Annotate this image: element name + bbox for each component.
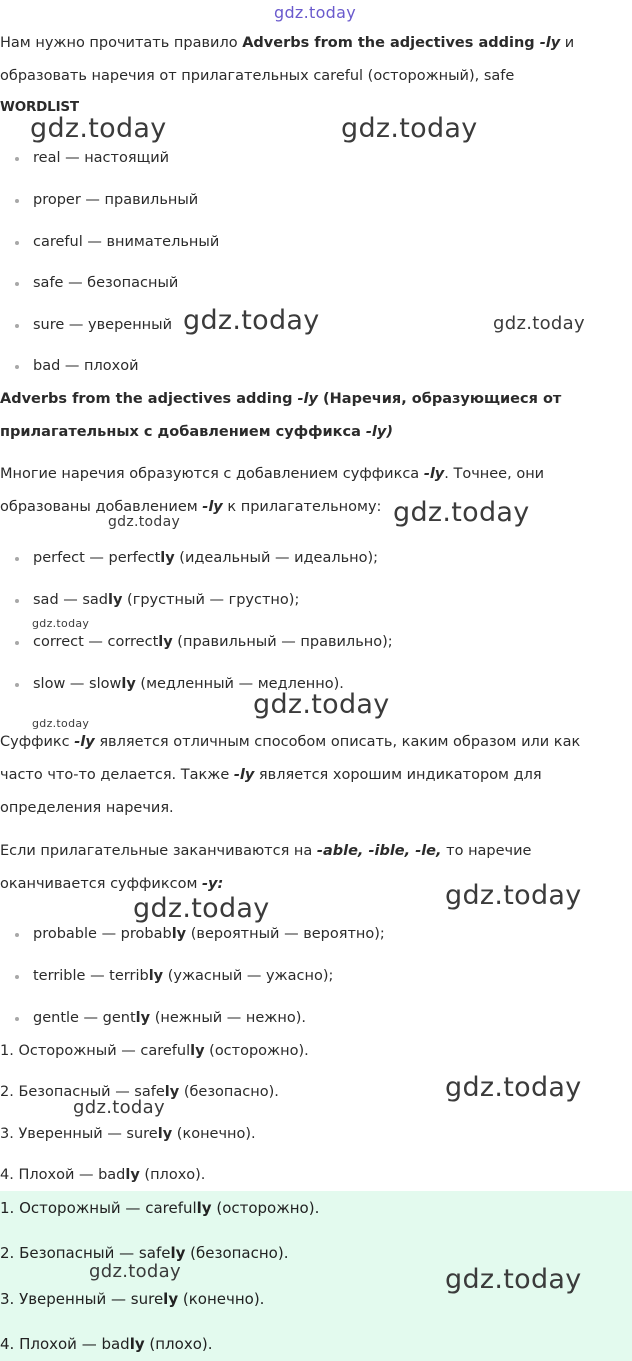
- answer-line: 3. Уверенный — surely (конечно).: [0, 1290, 265, 1308]
- bullet-icon: [15, 933, 19, 937]
- watermark: gdz.today: [73, 1097, 165, 1118]
- bullet-icon: [15, 199, 19, 203]
- bullet-icon: [15, 557, 19, 561]
- watermark: gdz.today: [133, 893, 270, 924]
- bullet-icon: [15, 683, 19, 687]
- watermark: gdz.today: [32, 717, 90, 730]
- suffix-paragraph-1: Суффикс -ly является отличным способом описать, каким образом или как: [0, 734, 581, 750]
- bullet-icon: [15, 241, 19, 245]
- bullet-icon: [15, 975, 19, 979]
- suffix-paragraph-2: часто что-то делается. Также -ly является хорошим индикатором для: [0, 767, 542, 783]
- rule-heading-2: прилагательных с добавлением суффикса -ly): [0, 424, 393, 440]
- answer-line: 4. Плохой — badly (плохо).: [0, 1335, 213, 1353]
- watermark: gdz.today: [341, 113, 478, 144]
- bullet-icon: [15, 324, 19, 328]
- rule-paragraph-1: Многие наречия образуются с добавлением суффикса -ly. Точнее, они: [0, 466, 545, 482]
- watermark: gdz.today: [393, 497, 530, 528]
- bullet-icon: [15, 1017, 19, 1021]
- ending-paragraph-1: Если прилагательные заканчиваются на -able, -ible, -le, то наречие: [0, 843, 532, 859]
- watermark: gdz.today: [183, 305, 320, 336]
- solution-line: 2. Безопасный — safely (безопасно).: [0, 1084, 279, 1100]
- bullet-icon: [15, 365, 19, 369]
- watermark: gdz.today: [445, 880, 582, 911]
- watermark: gdz.today: [108, 514, 181, 530]
- watermark: gdz.today: [253, 689, 390, 720]
- rule-paragraph-2: образованы добавлением -ly к прилагательному:: [0, 499, 382, 515]
- rule-heading-1: Adverbs from the adjectives adding -ly (Наречия, образующиеся от: [0, 391, 562, 407]
- watermark: gdz.today: [445, 1264, 582, 1295]
- bullet-icon: [15, 157, 19, 161]
- solution-line: 3. Уверенный — surely (конечно).: [0, 1126, 256, 1142]
- page: gdz.today Нам нужно прочитать правило Adverbs from the adjectives adding -ly и образовать наречия от прилагательных careful (осторожный), safe WORDLIST real — настоящий proper — правильный careful — внимательный safe — безопасный sure — уверенный bad — плохой Adverbs from the adjectives adding -ly (Наречия, образующиеся от прилагательных с добавлением суффикса -ly) Многие наречия образуются с добавлением суффикса -ly. Точнее, они образованы добавлением -ly к прилагательному: perfect — perfectly (идеальный — идеально); sad — sadly (грустный — грустно); correct — correctly (правильный — правильно); slow — slowly (медленный — медленно). Суффикс -ly является отличным способом описать, каким образом или как часто что-то делается. Также -ly является хорошим индикатором для определения наречия. Если прилагательные заканчиваются на -able, -ible, -le, то наречие оканчивается суффиксом -y: probable — probably (вероятный — вероятно); terrible — terribly (ужасный — ужасно); gentle — gently (нежный — нежно). 1. Осторожный — carefully (осторожно). 2. Безопасный — safely (безопасно). 3. Уверенный — surely (конечно). 4. Плохой — badly (плохо). 1. Осторожный — carefully (осторожно). 2. Безопасный — safely (безопасно). 3. Уверенный — surely (конечно). 4. Плохой — badly (плохо). gdz.today gdz.today gdz.today gdz.today gdz.today gdz.today gdz.today gdz.today gdz.today gdz.today gdz.today gdz.today gdz.today gdz.today gdz.today: [0, 0, 632, 1361]
- watermark: gdz.today: [89, 1261, 181, 1282]
- bullet-icon: [15, 599, 19, 603]
- watermark: gdz.today: [274, 3, 356, 22]
- solution-line: 4. Плохой — badly (плохо).: [0, 1167, 206, 1183]
- watermark: gdz.today: [32, 617, 90, 630]
- suffix-paragraph-3: определения наречия.: [0, 800, 174, 816]
- bullet-icon: [15, 641, 19, 645]
- intro-line-2: образовать наречия от прилагательных careful (осторожный), safe: [0, 68, 515, 84]
- answer-line: 1. Осторожный — carefully (осторожно).: [0, 1199, 320, 1217]
- solution-line: 1. Осторожный — carefully (осторожно).: [0, 1043, 309, 1059]
- watermark: gdz.today: [445, 1072, 582, 1103]
- watermark: gdz.today: [493, 313, 585, 334]
- ending-paragraph-2: оканчивается суффиксом -y:: [0, 876, 224, 892]
- watermark: gdz.today: [30, 113, 167, 144]
- intro-line-1: Нам нужно прочитать правило Adverbs from the adjectives adding -ly и: [0, 35, 575, 51]
- answer-line: 2. Безопасный — safely (безопасно).: [0, 1244, 289, 1262]
- bullet-icon: [15, 282, 19, 286]
- wordlist-title: WORDLIST: [0, 99, 79, 115]
